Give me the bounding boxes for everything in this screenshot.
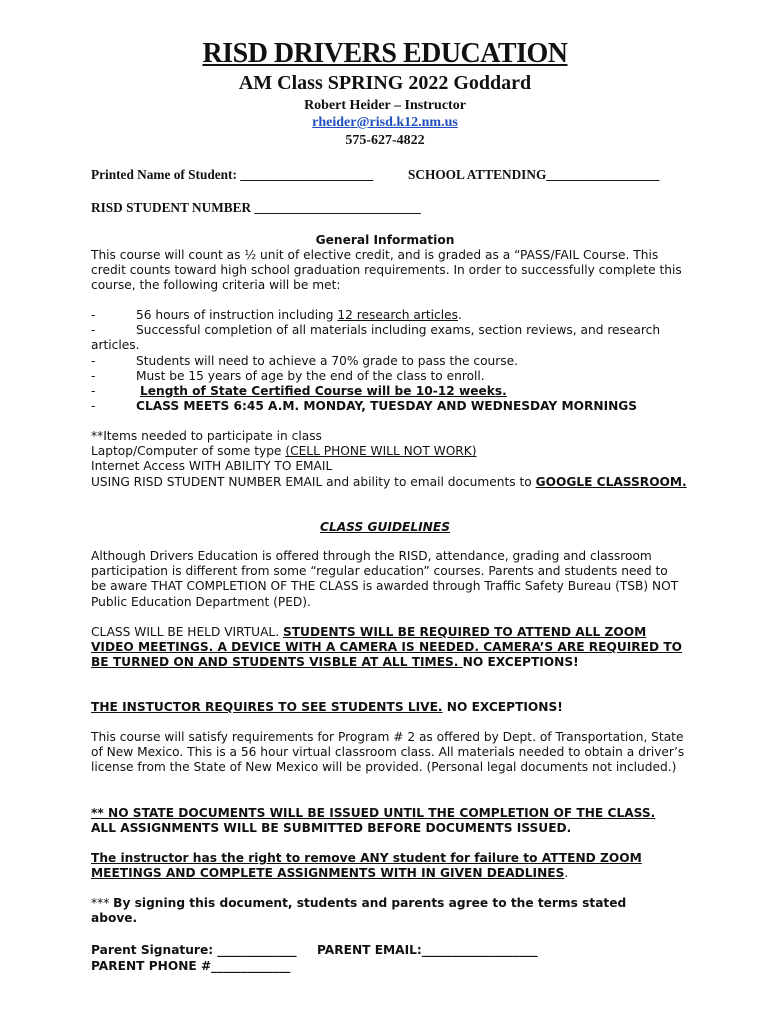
guidelines-paragraph-1: Although Drivers Education is offered through the RISD, attendance, grading and classroom participation is different from some “regular education” courses. Parents and students need to be aware THAT COMPLETION OF THE CLASS is awarded through Traffic Safety Bureau (TSB) NOT Public Education Department (PED). bbox=[91, 549, 679, 609]
list-item: - Students will need to achieve a 70% grade to pass the course. bbox=[91, 353, 519, 368]
items-heading: **Items needed to participate in class bbox=[91, 429, 322, 443]
general-info-intro: This course will count as ½ unit of elective credit, and is graded as a “PASS/FAIL Course. This credit counts toward high school graduation requirements. In order to successfully complete this course, the following criteria will be met: bbox=[91, 248, 682, 293]
parent-signature-field[interactable]: Parent Signature: _____________ bbox=[91, 943, 297, 957]
internet-requirement: Internet Access WITH ABILITY TO EMAIL bbox=[91, 459, 333, 474]
criteria-list bbox=[91, 308, 711, 414]
document-title: RISD DRIVERS EDUCATION bbox=[202, 38, 568, 69]
instructor-email-link[interactable]: rheider@risd.k12.nm.us bbox=[312, 115, 458, 130]
parent-email-field[interactable]: PARENT EMAIL:___________________ bbox=[317, 943, 538, 957]
list-item: - CLASS MEETS 6:45 A.M. MONDAY, TUESDAY AND WEDNESDAY MORNINGS bbox=[91, 399, 638, 414]
instructor-phone: 575-627-4822 bbox=[345, 133, 425, 148]
bullet-dash: - bbox=[91, 368, 96, 383]
bullet-dash: - bbox=[91, 384, 96, 399]
general-info-heading: General Information bbox=[315, 233, 455, 247]
guidelines-paragraph-virtual: CLASS WILL BE HELD VIRTUAL. STUDENTS WILL BE REQUIRED TO ATTEND ALL ZOOM VIDEO MEETINGS. A DEVICE WITH A CAMERA IS NEEDED. CAMERA’S ARE REQUIRED TO BE TURNED ON AND STUDENTS VISBLE AT ALL TIMES. NO EXCEPTIONS! bbox=[91, 625, 683, 670]
student-number-field[interactable]: RISD STUDENT NUMBER _________________________ bbox=[91, 200, 421, 215]
list-item: - Length of State Certified Course will be 10-12 weeks. bbox=[91, 384, 507, 399]
class-subtitle: AM Class SPRING 2022 Goddard bbox=[238, 72, 532, 94]
list-item: - Successful completion of all materials including exams, section reviews, and research bbox=[91, 323, 661, 338]
research-articles-link[interactable]: 12 research articles bbox=[337, 308, 458, 322]
guidelines-paragraph-agreement: *** By signing this document, students and parents agree to the terms stated above. bbox=[91, 896, 627, 926]
bullet-dash: - bbox=[91, 353, 96, 368]
list-item-continuation: articles. bbox=[91, 338, 140, 353]
student-name-field[interactable]: Printed Name of Student: ____________________ bbox=[91, 167, 374, 182]
guidelines-paragraph-removal: The instructor has the right to remove ANY student for failure to ATTEND ZOOM MEETINGS AND COMPLETE ASSIGNMENTS WITH IN GIVEN DEADLINES. bbox=[91, 851, 642, 881]
bullet-dash: - bbox=[91, 308, 96, 322]
instructor-name: Robert Heider – Instructor bbox=[304, 98, 466, 113]
guidelines-paragraph-program: This course will satisfy requirements for Program # 2 as offered by Dept. of Transportation, State of New Mexico. This is a 56 hour virtual classroom class. All materials needed to obtain a driver’s license from the State of New Mexico will be provided. (Personal legal documents not included.) bbox=[91, 730, 685, 775]
google-classroom-link[interactable]: GOOGLE CLASSROOM. bbox=[535, 474, 687, 489]
guidelines-paragraph-live: THE INSTUCTOR REQUIRES TO SEE STUDENTS LIVE. NO EXCEPTIONS! bbox=[91, 700, 563, 714]
guidelines-paragraph-documents: ** NO STATE DOCUMENTS WILL BE ISSUED UNTIL THE COMPLETION OF THE CLASS. ALL ASSIGNMENTS WILL BE SUBMITTED BEFORE DOCUMENTS ISSUED. bbox=[91, 806, 656, 836]
laptop-requirement: Laptop/Computer of some type (CELL PHONE WILL NOT WORK) bbox=[91, 444, 477, 459]
list-item: - 56 hours of instruction including 12 research articles. bbox=[91, 308, 462, 322]
bullet-dash: - bbox=[91, 399, 96, 414]
class-guidelines-heading: CLASS GUIDELINES bbox=[320, 520, 450, 534]
list-item: - Must be 15 years of age by the end of the class to enroll. bbox=[91, 368, 485, 383]
school-attending-field[interactable]: SCHOOL ATTENDING_________________ bbox=[408, 167, 660, 182]
parent-phone-field[interactable]: PARENT PHONE #_____________ bbox=[91, 959, 291, 973]
bullet-dash: - bbox=[91, 323, 96, 338]
items-needed bbox=[91, 429, 691, 490]
email-requirement: USING RISD STUDENT NUMBER EMAIL and ability to email documents to GOOGLE CLASSROOM. bbox=[91, 474, 687, 489]
